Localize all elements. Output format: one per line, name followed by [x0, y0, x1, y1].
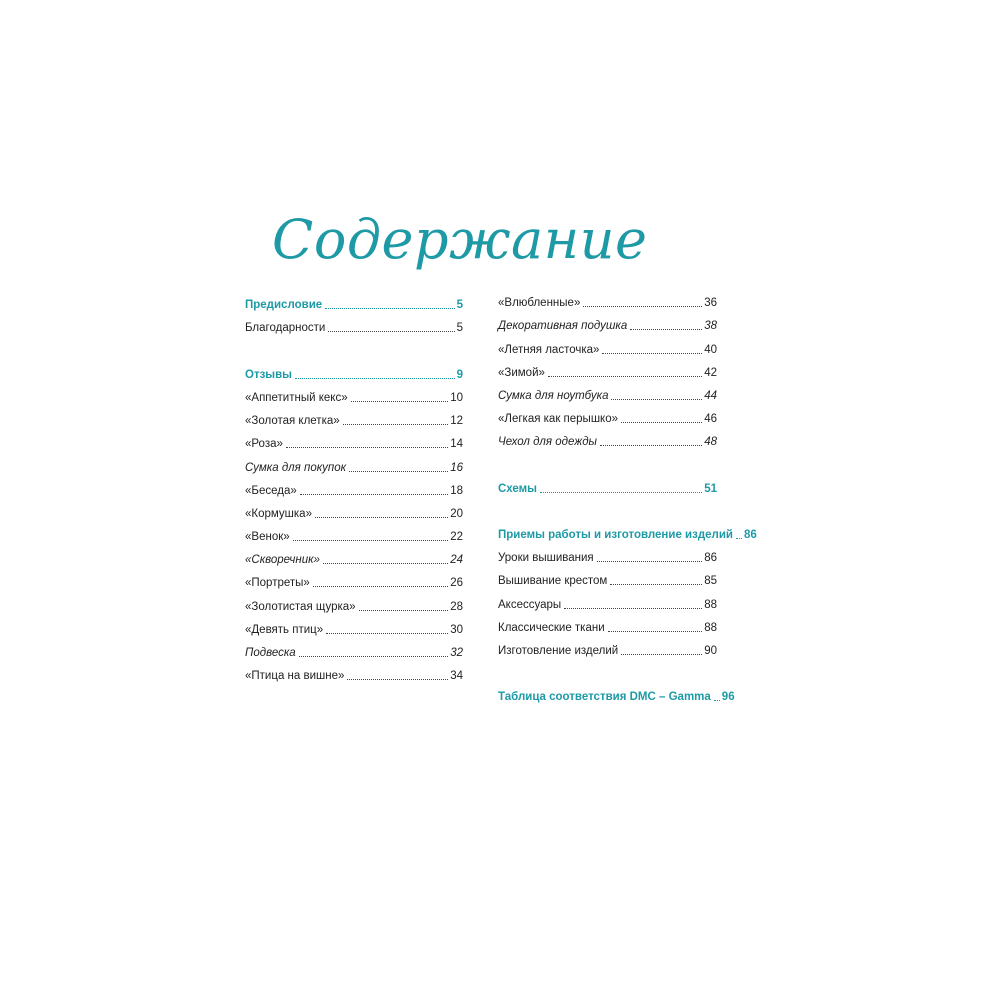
- toc-right-column: [498, 287, 757, 704]
- toc-entry-title: «Птица на вишне»: [245, 670, 345, 683]
- toc-spacer: [498, 496, 717, 519]
- dot-leader: [583, 306, 702, 307]
- dot-leader: [602, 353, 702, 354]
- dot-leader: [300, 494, 448, 495]
- toc-page-number: 28: [450, 600, 463, 613]
- toc-entry-title: «Беседа»: [245, 484, 297, 497]
- toc-page-number: 24: [450, 554, 463, 567]
- dot-leader: [323, 563, 448, 564]
- toc-entry-title: «Легкая как перышко»: [498, 413, 619, 426]
- toc-entry[interactable]: [245, 475, 463, 498]
- dot-leader: [621, 422, 702, 423]
- toc-entry[interactable]: [245, 521, 463, 544]
- dot-leader: [347, 679, 448, 680]
- toc-entry-title: Схемы: [498, 482, 537, 495]
- toc-entry-title: Аксессуары: [498, 598, 562, 611]
- toc-entry[interactable]: [498, 635, 717, 658]
- toc-page-number: 42: [704, 366, 717, 379]
- dot-leader: [293, 540, 449, 541]
- dot-leader: [349, 471, 448, 472]
- dot-leader: [351, 401, 449, 402]
- toc-page-number: 18: [450, 484, 463, 497]
- toc-spacer: [245, 335, 463, 358]
- toc-page-number: 26: [450, 577, 463, 590]
- toc-page-number: 88: [704, 621, 717, 634]
- toc-entry[interactable]: [245, 567, 463, 590]
- dot-leader: [326, 633, 448, 634]
- toc-entry-title: «Золотая клетка»: [245, 415, 340, 428]
- toc-page-number: 36: [704, 297, 717, 310]
- toc-entry[interactable]: [245, 544, 463, 567]
- toc-entry-title: «Венок»: [245, 531, 290, 544]
- toc-entry-title: Таблица соответствия DMC – Gamma: [498, 691, 711, 704]
- toc-left-column: [245, 289, 463, 683]
- toc-spacer: [498, 449, 717, 472]
- toc-entry-title: Сумка для покупок: [245, 461, 347, 474]
- dot-leader: [714, 700, 720, 701]
- toc-page-number: 30: [450, 623, 463, 636]
- toc-entry[interactable]: [245, 428, 463, 451]
- dot-leader: [299, 656, 449, 657]
- toc-entry-title: Отзывы: [245, 368, 293, 381]
- toc-page-number: 46: [704, 413, 717, 426]
- toc-entry-title: Подвеска: [245, 647, 296, 659]
- toc-section-heading[interactable]: [498, 473, 717, 496]
- dot-leader: [359, 610, 449, 611]
- toc-entry[interactable]: [498, 333, 717, 356]
- toc-entry-title: «Влюбленные»: [498, 297, 581, 310]
- toc-entry-title: «Аппетитный кекс»: [245, 391, 348, 404]
- dot-leader: [548, 376, 702, 377]
- dot-leader: [286, 447, 448, 448]
- toc-page-number: 32: [450, 647, 463, 659]
- toc-page-number: 16: [450, 461, 463, 474]
- toc-entry-title: «Кормушка»: [245, 507, 312, 520]
- toc-entry[interactable]: [498, 588, 717, 611]
- toc-entry[interactable]: [245, 590, 463, 613]
- toc-spacer: [498, 658, 717, 681]
- toc-entry-title: Благодарности: [245, 322, 326, 335]
- dot-leader: [328, 331, 454, 332]
- toc-entry[interactable]: [498, 357, 717, 380]
- toc-section-heading[interactable]: [498, 519, 757, 542]
- toc-entry-title: Уроки вышивания: [498, 552, 594, 565]
- toc-entry-title: Классические ткани: [498, 621, 605, 634]
- dot-leader: [630, 329, 702, 330]
- toc-entry-title: «Роза»: [245, 438, 283, 451]
- page-title: Содержание: [272, 208, 648, 271]
- toc-entry-title: Предисловие: [245, 299, 323, 312]
- toc-entry[interactable]: [498, 612, 717, 635]
- toc-page-number: 5: [456, 322, 463, 335]
- toc-page-number: 48: [704, 436, 717, 449]
- toc-entry-title: «Зимой»: [498, 366, 545, 379]
- toc-entry-title: «Золотистая щурка»: [245, 600, 356, 613]
- toc-entry[interactable]: [245, 312, 463, 335]
- toc-entry-title: Сумка для ноутбука: [498, 389, 609, 402]
- toc-entry[interactable]: [245, 451, 463, 474]
- toc-page-number: 40: [704, 343, 717, 356]
- toc-entry[interactable]: [498, 426, 717, 449]
- toc-entry[interactable]: [245, 637, 463, 660]
- toc-page-number: 20: [450, 507, 463, 520]
- toc-entry[interactable]: [498, 542, 717, 565]
- toc-page-number: 86: [704, 552, 717, 565]
- dot-leader: [313, 586, 448, 587]
- toc-entry[interactable]: [498, 403, 717, 426]
- toc-entry-title: «Портреты»: [245, 577, 310, 590]
- toc-entry-title: Декоративная подушка: [498, 320, 628, 333]
- toc-page-number: 14: [450, 438, 463, 451]
- toc-section-heading[interactable]: [245, 359, 463, 382]
- toc-entry-title: Изготовление изделий: [498, 645, 619, 657]
- dot-leader: [621, 654, 702, 655]
- toc-section-heading[interactable]: [245, 289, 463, 312]
- toc-page-number: 9: [456, 368, 463, 381]
- toc-entry-title: «Летняя ласточка»: [498, 343, 600, 356]
- dot-leader: [295, 378, 455, 379]
- toc-entry[interactable]: [245, 405, 463, 428]
- dot-leader: [610, 584, 702, 585]
- toc-page-number: 5: [456, 299, 463, 312]
- toc-entry[interactable]: [498, 565, 717, 588]
- toc-entry[interactable]: [245, 382, 463, 405]
- toc-entry[interactable]: [245, 498, 463, 521]
- toc-entry-title: «Девять птиц»: [245, 623, 324, 636]
- dot-leader: [325, 308, 454, 309]
- toc-entry[interactable]: [498, 380, 717, 403]
- toc-section-heading[interactable]: [498, 681, 735, 704]
- toc-page-number: 22: [450, 531, 463, 544]
- toc-entry-title: Вышивание крестом: [498, 575, 608, 588]
- toc-page-number: 90: [704, 645, 717, 657]
- toc-entry[interactable]: [245, 660, 463, 683]
- toc-page-number: 88: [704, 598, 717, 611]
- toc-page-number: 34: [450, 670, 463, 683]
- toc-page-number: 86: [743, 529, 757, 542]
- toc-entry-title: Чехол для одежды: [498, 436, 598, 449]
- toc-page-number: 10: [450, 391, 463, 404]
- dot-leader: [564, 608, 702, 609]
- dot-leader: [597, 561, 703, 562]
- toc-entry[interactable]: [498, 287, 717, 310]
- dot-leader: [315, 517, 448, 518]
- dot-leader: [600, 445, 702, 446]
- toc-page-number: 51: [704, 482, 717, 495]
- dot-leader: [343, 424, 449, 425]
- toc-entry-title: Приемы работы и изготовление изделий: [498, 529, 733, 542]
- toc-entry[interactable]: [498, 310, 717, 333]
- dot-leader: [608, 631, 703, 632]
- toc-page-number: 85: [704, 575, 717, 588]
- toc-entry-title: «Скворечник»: [245, 554, 320, 567]
- toc-page-number: 44: [704, 389, 717, 402]
- toc-page-number: 96: [721, 691, 735, 704]
- dot-leader: [611, 399, 702, 400]
- dot-leader: [736, 538, 742, 539]
- dot-leader: [540, 492, 702, 493]
- toc-page-number: 12: [450, 415, 463, 428]
- toc-entry[interactable]: [245, 614, 463, 637]
- toc-page-number: 38: [704, 320, 717, 333]
